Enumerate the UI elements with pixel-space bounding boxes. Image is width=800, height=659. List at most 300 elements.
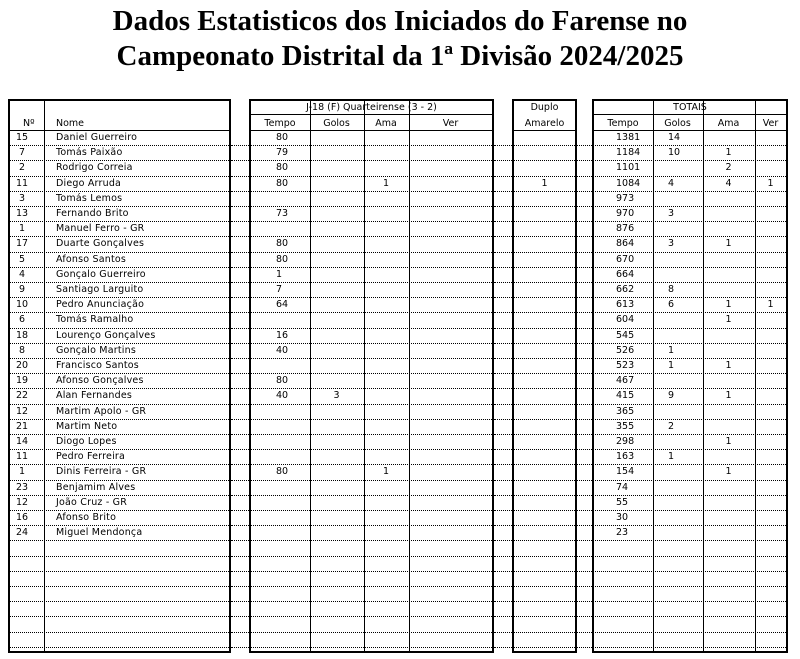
row-divider xyxy=(512,236,577,237)
player-name: Pedro Anunciação xyxy=(56,299,145,310)
player-num: 12 xyxy=(15,497,29,508)
row-guide xyxy=(494,343,512,344)
total-golos: 4 xyxy=(668,178,675,189)
total-tempo: 613 xyxy=(616,299,635,310)
row-guide xyxy=(231,449,249,450)
game-tempo: 16 xyxy=(276,330,289,341)
player-num: 23 xyxy=(15,482,29,493)
total-tempo: 365 xyxy=(616,406,635,417)
row-guide xyxy=(231,571,249,572)
row-divider xyxy=(249,647,494,648)
total-tempo: 523 xyxy=(616,360,635,371)
row-guide xyxy=(494,145,512,146)
game-tempo: 79 xyxy=(276,147,289,158)
player-num: 9 xyxy=(18,284,26,295)
row-guide xyxy=(494,480,512,481)
total-tempo: 670 xyxy=(616,254,635,265)
row-guide xyxy=(494,616,512,617)
row-divider xyxy=(592,601,788,602)
total-tempo: 23 xyxy=(616,527,629,538)
row-divider xyxy=(512,464,577,465)
player-num: 5 xyxy=(18,254,26,265)
total-tempo: 467 xyxy=(616,375,635,386)
total-tempo: 298 xyxy=(616,436,635,447)
row-guide xyxy=(231,388,249,389)
row-guide xyxy=(494,191,512,192)
total-golos: 8 xyxy=(668,284,675,295)
total-tempo: 154 xyxy=(616,466,635,477)
row-divider xyxy=(512,328,577,329)
row-guide xyxy=(494,176,512,177)
game-tempo: 80 xyxy=(276,238,289,249)
row-guide xyxy=(494,464,512,465)
row-divider xyxy=(512,145,577,146)
row-guide xyxy=(577,343,592,344)
game-tempo: 80 xyxy=(276,254,289,265)
row-guide xyxy=(494,160,512,161)
row-guide xyxy=(494,419,512,420)
row-divider xyxy=(592,632,788,633)
row-divider xyxy=(8,616,231,617)
row-guide xyxy=(494,525,512,526)
row-guide xyxy=(494,571,512,572)
row-divider xyxy=(249,434,494,435)
total-tempo: 864 xyxy=(616,238,635,249)
row-guide xyxy=(577,525,592,526)
total-ama: 1 xyxy=(725,299,732,310)
row-divider xyxy=(8,540,231,541)
total-tempo: 1084 xyxy=(616,178,641,189)
row-guide xyxy=(577,632,592,633)
duplo-amarelo: 1 xyxy=(541,178,548,189)
row-divider xyxy=(512,632,577,633)
row-divider xyxy=(249,525,494,526)
row-guide xyxy=(494,586,512,587)
row-divider xyxy=(249,449,494,450)
game-header-divider xyxy=(251,114,492,115)
row-guide xyxy=(494,449,512,450)
row-guide xyxy=(577,373,592,374)
row-divider xyxy=(512,556,577,557)
row-divider xyxy=(512,510,577,511)
total-ama: 4 xyxy=(725,178,732,189)
total-tempo: 664 xyxy=(616,269,635,280)
total-tempo: 876 xyxy=(616,223,635,234)
game-tempo: 40 xyxy=(276,345,289,356)
player-num: 16 xyxy=(15,512,29,523)
row-divider xyxy=(592,586,788,587)
player-num: 10 xyxy=(15,299,29,310)
row-divider xyxy=(8,632,231,633)
row-divider xyxy=(249,632,494,633)
row-guide xyxy=(494,206,512,207)
game-ama: 1 xyxy=(382,466,390,477)
total-golos: 2 xyxy=(668,421,675,432)
row-divider xyxy=(592,571,788,572)
row-divider xyxy=(512,358,577,359)
row-guide xyxy=(231,282,249,283)
row-divider xyxy=(512,525,577,526)
row-guide xyxy=(577,176,592,177)
row-divider xyxy=(249,601,494,602)
row-divider xyxy=(512,388,577,389)
game-tempo: 80 xyxy=(276,466,289,477)
row-divider xyxy=(249,191,494,192)
total-golos: 1 xyxy=(668,345,675,356)
row-guide xyxy=(577,221,592,222)
row-divider xyxy=(512,434,577,435)
row-guide xyxy=(231,601,249,602)
row-guide xyxy=(494,510,512,511)
player-num: 11 xyxy=(15,178,29,189)
row-guide xyxy=(494,312,512,313)
player-num: 4 xyxy=(18,269,26,280)
player-num: 11 xyxy=(15,451,29,462)
row-divider xyxy=(512,495,577,496)
row-guide xyxy=(577,571,592,572)
row-guide xyxy=(494,358,512,359)
row-guide xyxy=(494,252,512,253)
row-guide xyxy=(577,419,592,420)
player-num: 2 xyxy=(18,162,26,173)
player-name: Tomás Ramalho xyxy=(56,314,134,325)
player-num: 6 xyxy=(18,314,26,325)
header-amarelo: Amarelo xyxy=(524,118,565,129)
player-name: Dinis Ferreira - GR xyxy=(56,466,147,477)
player-name: Daniel Guerreiro xyxy=(56,132,138,143)
row-guide xyxy=(494,404,512,405)
total-golos: 6 xyxy=(668,299,675,310)
row-guide xyxy=(231,373,249,374)
player-name: Duarte Gonçalves xyxy=(56,238,145,249)
row-guide xyxy=(577,464,592,465)
row-divider xyxy=(512,586,577,587)
player-num: 20 xyxy=(15,360,29,371)
game-tempo: 40 xyxy=(276,390,289,401)
total-ama: 1 xyxy=(725,360,732,371)
row-guide xyxy=(231,404,249,405)
row-divider xyxy=(249,586,494,587)
player-name: Tomás Lemos xyxy=(56,193,123,204)
row-divider xyxy=(512,540,577,541)
player-num: 19 xyxy=(15,375,29,386)
player-name: Lourenço Gonçalves xyxy=(56,330,156,341)
row-guide xyxy=(231,495,249,496)
row-guide xyxy=(577,510,592,511)
row-divider xyxy=(512,160,577,161)
player-name: Santiago Larguito xyxy=(56,284,144,295)
row-divider xyxy=(8,571,231,572)
player-name: Afonso Brito xyxy=(56,512,117,523)
player-name: Afonso Santos xyxy=(56,254,127,265)
player-name: Martim Neto xyxy=(56,421,118,432)
row-guide xyxy=(577,358,592,359)
game-tempo: 80 xyxy=(276,132,289,143)
total-ver: 1 xyxy=(767,299,774,310)
player-name: Tomás Paixão xyxy=(56,147,123,158)
game-tempo: 80 xyxy=(276,162,289,173)
row-divider xyxy=(512,267,577,268)
row-guide xyxy=(577,480,592,481)
player-name: Benjamim Alves xyxy=(56,482,136,493)
row-guide xyxy=(231,647,249,648)
row-divider xyxy=(592,647,788,648)
game-tempo: 73 xyxy=(276,208,289,219)
ama-column-divider xyxy=(409,101,410,651)
total-golos: 3 xyxy=(668,238,675,249)
tempo-column-divider xyxy=(653,101,654,651)
row-guide xyxy=(494,328,512,329)
tempo-column-divider xyxy=(310,101,311,651)
row-guide xyxy=(577,297,592,298)
total-ama: 1 xyxy=(725,436,732,447)
row-guide xyxy=(231,480,249,481)
row-guide xyxy=(231,419,249,420)
row-divider xyxy=(512,343,577,344)
player-name: Gonçalo Martins xyxy=(56,345,136,356)
row-divider xyxy=(512,616,577,617)
row-guide xyxy=(494,236,512,237)
header-total-tempo: Tempo xyxy=(607,118,639,129)
row-guide xyxy=(577,434,592,435)
row-guide xyxy=(231,221,249,222)
total-tempo: 1184 xyxy=(616,147,641,158)
row-guide xyxy=(577,586,592,587)
header-name: Nome xyxy=(56,118,85,129)
row-guide xyxy=(231,176,249,177)
row-guide xyxy=(577,252,592,253)
row-guide xyxy=(494,267,512,268)
header-game: J-18 (F) Quarteirense (3 - 2) xyxy=(306,102,437,113)
player-name: Afonso Gonçalves xyxy=(56,375,144,386)
row-divider xyxy=(512,449,577,450)
row-guide xyxy=(231,358,249,359)
row-divider xyxy=(249,419,494,420)
row-guide xyxy=(577,601,592,602)
row-divider xyxy=(512,647,577,648)
player-name: Fernando Brito xyxy=(56,208,129,219)
title-line-1: Dados Estatisticos dos Iniciados do Farense no xyxy=(112,5,688,37)
player-name: Manuel Ferro - GR xyxy=(56,223,145,234)
row-guide xyxy=(494,434,512,435)
row-guide xyxy=(231,540,249,541)
total-golos: 1 xyxy=(668,451,675,462)
row-guide xyxy=(494,632,512,633)
row-divider xyxy=(249,358,494,359)
game-tempo: 7 xyxy=(276,284,283,295)
row-divider xyxy=(512,404,577,405)
player-name: Martim Apolo - GR xyxy=(56,406,147,417)
player-name: Alan Fernandes xyxy=(56,390,133,401)
row-guide xyxy=(494,388,512,389)
row-guide xyxy=(577,160,592,161)
row-guide xyxy=(577,449,592,450)
row-divider xyxy=(249,571,494,572)
row-divider xyxy=(512,252,577,253)
game-golos: 3 xyxy=(333,390,340,401)
player-num: 22 xyxy=(15,390,29,401)
row-guide xyxy=(577,647,592,648)
total-ama: 1 xyxy=(725,314,732,325)
total-tempo: 545 xyxy=(616,330,635,341)
row-guide xyxy=(231,616,249,617)
header-total-ver: Ver xyxy=(762,118,779,129)
row-guide xyxy=(494,373,512,374)
header-total-golos: Golos xyxy=(664,118,691,129)
total-ver: 1 xyxy=(767,178,774,189)
total-golos: 14 xyxy=(668,132,681,143)
total-tempo: 355 xyxy=(616,421,635,432)
row-guide xyxy=(577,191,592,192)
header-game-tempo: Tempo xyxy=(264,118,296,129)
total-tempo: 662 xyxy=(616,284,635,295)
total-tempo: 1101 xyxy=(616,162,641,173)
player-num: 14 xyxy=(15,436,29,447)
total-tempo: 970 xyxy=(616,208,635,219)
game-tempo: 1 xyxy=(276,269,283,280)
row-guide xyxy=(231,191,249,192)
player-name: Rodrigo Correia xyxy=(56,162,133,173)
total-tempo: 973 xyxy=(616,193,635,204)
row-divider xyxy=(512,601,577,602)
row-divider xyxy=(249,404,494,405)
row-guide xyxy=(494,495,512,496)
row-guide xyxy=(577,495,592,496)
player-name: João Cruz - GR xyxy=(56,497,128,508)
player-num: 3 xyxy=(18,193,26,204)
total-ama: 1 xyxy=(725,238,732,249)
total-golos: 9 xyxy=(668,390,675,401)
row-divider xyxy=(592,540,788,541)
row-guide xyxy=(577,404,592,405)
row-guide xyxy=(231,312,249,313)
page-title xyxy=(0,4,800,74)
row-guide xyxy=(231,510,249,511)
row-divider xyxy=(249,221,494,222)
row-guide xyxy=(577,267,592,268)
total-golos: 3 xyxy=(668,208,675,219)
row-guide xyxy=(577,282,592,283)
player-name: Diogo Lopes xyxy=(56,436,117,447)
row-divider xyxy=(8,586,231,587)
row-guide xyxy=(577,540,592,541)
row-guide xyxy=(231,267,249,268)
row-divider xyxy=(592,556,788,557)
row-guide xyxy=(577,312,592,313)
row-divider xyxy=(512,312,577,313)
header-game-ver: Ver xyxy=(442,118,459,129)
total-tempo: 30 xyxy=(616,512,629,523)
total-tempo: 74 xyxy=(616,482,629,493)
row-guide xyxy=(577,206,592,207)
row-divider xyxy=(592,616,788,617)
row-divider xyxy=(249,495,494,496)
row-divider xyxy=(512,282,577,283)
row-divider xyxy=(8,556,231,557)
player-num: 21 xyxy=(15,421,29,432)
total-tempo: 55 xyxy=(616,497,629,508)
row-guide xyxy=(231,206,249,207)
row-divider xyxy=(249,510,494,511)
player-name: Francisco Santos xyxy=(56,360,139,371)
player-name: Miguel Mendonça xyxy=(56,527,143,538)
player-num: 15 xyxy=(15,132,29,143)
row-guide xyxy=(494,282,512,283)
row-divider xyxy=(512,373,577,374)
total-ama: 1 xyxy=(725,466,732,477)
total-golos: 1 xyxy=(668,360,675,371)
row-divider xyxy=(512,206,577,207)
row-guide xyxy=(577,328,592,329)
row-divider xyxy=(8,601,231,602)
player-num: 18 xyxy=(15,330,29,341)
total-tempo: 415 xyxy=(616,390,635,401)
row-guide xyxy=(577,145,592,146)
player-name: Diego Arruda xyxy=(56,178,122,189)
player-num: 12 xyxy=(15,406,29,417)
player-num: 13 xyxy=(15,208,29,219)
row-divider xyxy=(512,419,577,420)
row-divider xyxy=(8,647,231,648)
row-divider xyxy=(512,480,577,481)
row-divider xyxy=(512,221,577,222)
total-ama: 1 xyxy=(725,390,732,401)
num-column-divider xyxy=(44,101,45,651)
row-guide xyxy=(231,328,249,329)
total-tempo: 163 xyxy=(616,451,635,462)
game-ama: 1 xyxy=(382,178,390,189)
row-guide xyxy=(231,145,249,146)
row-divider xyxy=(249,540,494,541)
totals-header-divider xyxy=(594,114,786,115)
row-guide xyxy=(577,236,592,237)
row-guide xyxy=(494,647,512,648)
row-guide xyxy=(231,297,249,298)
player-name: Pedro Ferreira xyxy=(56,451,126,462)
game-tempo: 64 xyxy=(276,299,289,310)
row-guide xyxy=(231,236,249,237)
total-ama: 1 xyxy=(725,147,732,158)
header-game-golos: Golos xyxy=(323,118,350,129)
player-num: 8 xyxy=(18,345,26,356)
row-guide xyxy=(231,434,249,435)
player-name: Gonçalo Guerreiro xyxy=(56,269,146,280)
total-tempo: 1381 xyxy=(616,132,641,143)
header-duplo: Duplo xyxy=(530,102,559,113)
total-golos: 10 xyxy=(668,147,681,158)
header-totais: TOTAIS xyxy=(673,102,707,113)
game-tempo: 80 xyxy=(276,375,289,386)
player-num: 7 xyxy=(18,147,26,158)
row-divider xyxy=(249,480,494,481)
row-guide xyxy=(231,160,249,161)
row-guide xyxy=(231,525,249,526)
row-guide xyxy=(231,464,249,465)
player-num: 1 xyxy=(18,466,26,477)
row-guide xyxy=(231,632,249,633)
row-guide xyxy=(494,297,512,298)
title-line-2: Campeonato Distrital da 1ª Divisão 2024/2025 xyxy=(116,40,684,72)
row-guide xyxy=(494,221,512,222)
row-guide xyxy=(494,601,512,602)
row-guide xyxy=(231,343,249,344)
row-divider xyxy=(512,571,577,572)
row-divider xyxy=(249,556,494,557)
header-game-ama: Ama xyxy=(375,118,397,129)
game-tempo: 80 xyxy=(276,178,289,189)
row-guide xyxy=(577,556,592,557)
header-total-ama: Ama xyxy=(717,118,740,129)
